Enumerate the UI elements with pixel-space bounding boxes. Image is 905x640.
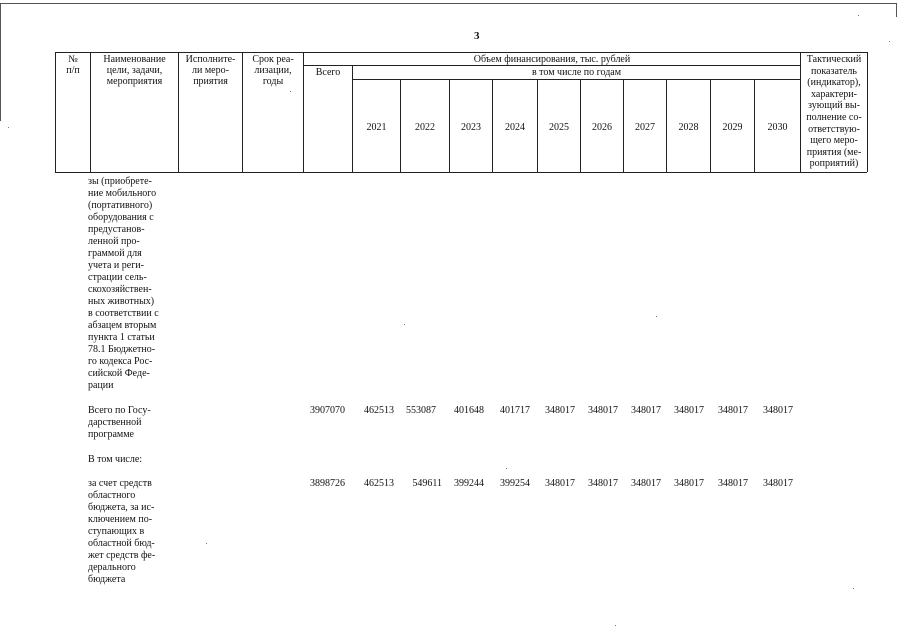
scan-speck: [206, 543, 207, 544]
header-year-2027: 2027: [635, 122, 655, 133]
program-total-2021: 462513: [364, 405, 394, 416]
regional-budget-2021: 462513: [364, 478, 394, 489]
scan-border-left: [0, 3, 1, 121]
header-year-2030: 2030: [767, 122, 788, 133]
header-total: Всего: [315, 67, 341, 78]
regional-budget-2026: 348017: [588, 478, 618, 489]
scan-border-top: [0, 3, 897, 4]
header-year-2021: 2021: [366, 122, 387, 133]
regional-budget-2025: 348017: [545, 478, 575, 489]
header-funding: Объем финансирования, тыс. рублей: [473, 54, 631, 65]
program-total-2030: 348017: [763, 405, 793, 416]
header-year-2029: 2029: [722, 122, 743, 133]
header-year-2026: 2026: [592, 122, 612, 133]
program-total-2025: 348017: [545, 405, 575, 416]
header-year-2025: 2025: [549, 122, 569, 133]
regional-budget-sum: 3898726: [310, 478, 345, 489]
header-year-2022: 2022: [415, 122, 435, 133]
regional-budget-2027: 348017: [631, 478, 661, 489]
program-total-sum: 3907070: [310, 405, 345, 416]
scan-speck: [290, 91, 291, 92]
regional-budget-2028: 348017: [674, 478, 704, 489]
row-label-regional-budget: за счет средств областного бюджета, за ис- ключением по- ступающих в областной бюд- жет средств фе- дерального бюджета: [88, 478, 156, 585]
row-label-program-total: Всего по Госу- дарственной программе: [88, 405, 151, 440]
regional-budget-2029: 348017: [718, 478, 748, 489]
scan-speck: [853, 588, 854, 589]
regional-budget-2030: 348017: [763, 478, 793, 489]
row-label-continuation: зы (приобрете- ние мобильного (портативного) оборудования с предустанов- ленной про- граммой для учета и реги- страции сель- скохозяйствен- ных животных) в соответствии с абзацем вторым пункта 1 статьи 78.1 Бюджетно- го кодекса Рос- сийской Феде- рации: [88, 176, 159, 391]
scan-speck: [858, 15, 859, 16]
regional-budget-2023: 399244: [454, 478, 484, 489]
header-executor: Исполните- ли меро- приятия: [185, 54, 236, 87]
scan-speck: [889, 41, 890, 42]
header-number: № п/п: [66, 54, 80, 76]
page-number: 3: [474, 30, 480, 42]
header-name: Наименование цели, задачи, мероприятия: [103, 54, 166, 87]
program-total-2027: 348017: [631, 405, 661, 416]
header-year-2024: 2024: [505, 122, 525, 133]
header-year-2028: 2028: [678, 122, 699, 133]
program-total-2022: 553087: [406, 405, 436, 416]
scan-speck: [506, 468, 507, 469]
scan-speck: [615, 625, 616, 626]
scan-speck: [656, 316, 657, 317]
program-total-2029: 348017: [718, 405, 748, 416]
program-total-2028: 348017: [674, 405, 704, 416]
scan-speck: [8, 127, 9, 128]
regional-budget-2022: 549611: [412, 478, 442, 489]
program-total-2026: 348017: [588, 405, 618, 416]
scan-speck: [404, 324, 405, 325]
header-year-2023: 2023: [461, 122, 481, 133]
header-by-years: в том числе по годам: [531, 67, 622, 78]
row-label-including: В том числе:: [88, 454, 143, 465]
header-indicator: Тактический показатель (индикатор), характери- зующий вы- полнение со- ответствую- щего меро- приятия (ме- роприятий): [806, 54, 862, 170]
scan-border-right: [896, 3, 897, 17]
program-total-2023: 401648: [454, 405, 484, 416]
regional-budget-2024: 399254: [500, 478, 530, 489]
header-term: Срок реа- лизации, годы: [252, 54, 294, 87]
program-total-2024: 401717: [500, 405, 530, 416]
